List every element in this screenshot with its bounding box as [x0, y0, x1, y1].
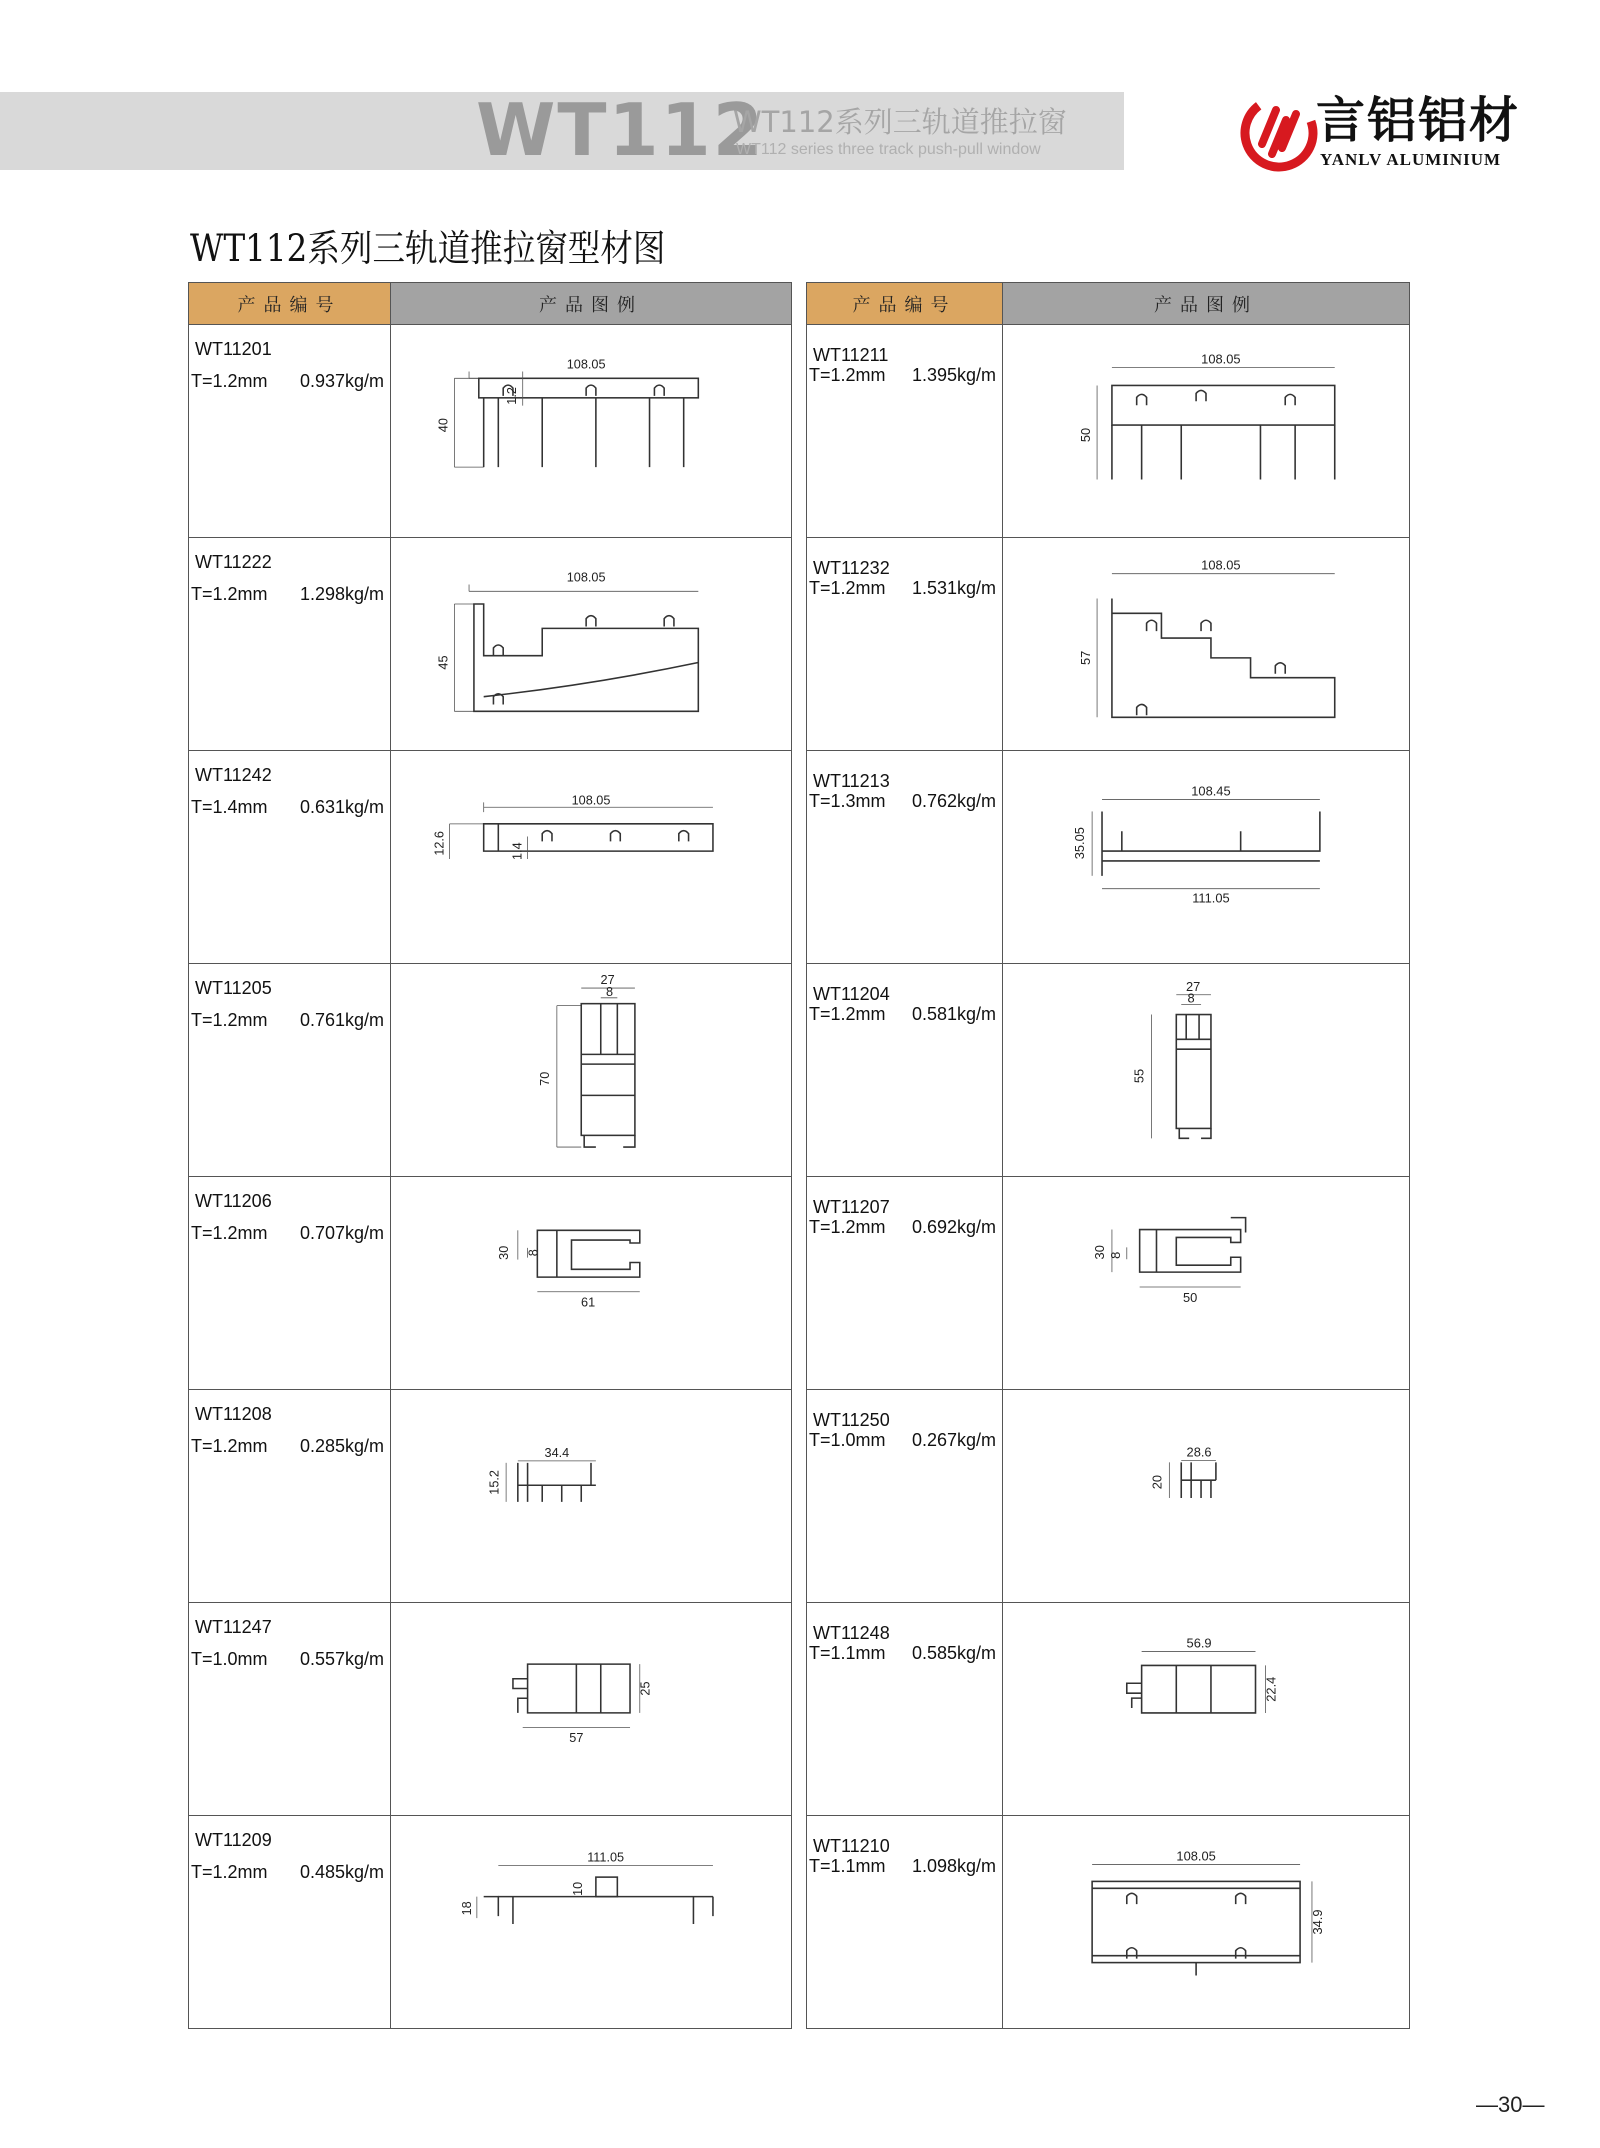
thickness: T=1.2mm: [809, 578, 886, 598]
product-code: WT11247: [195, 1617, 272, 1637]
dimension-label: 108.05: [571, 793, 611, 808]
product-code: WT11204: [813, 984, 890, 1004]
dimension-label: 25: [638, 1681, 653, 1696]
thickness: T=1.1mm: [809, 1856, 886, 1876]
dimension-label: 111.05: [1192, 890, 1230, 906]
table-row: [189, 1390, 792, 1603]
weight: 0.267kg/m: [912, 1430, 997, 1450]
table-row: [189, 964, 792, 1177]
thickness: T=1.0mm: [809, 1430, 886, 1450]
product-code-cell: [189, 1390, 391, 1603]
profile-drawing-cell: [1003, 964, 1410, 1177]
yanlv-logo-icon: [1238, 92, 1320, 174]
table-row: [807, 1177, 1410, 1390]
dimension-label: 40: [436, 418, 451, 433]
dimension-label: 28.6: [1186, 1444, 1212, 1460]
dimension-label: 1.4: [510, 842, 525, 860]
series-title-en: WT112 series three track push-pull window: [736, 141, 1041, 158]
table-row: [189, 1816, 792, 2029]
col-header-image: 产品图例: [391, 283, 792, 325]
weight: 0.285kg/m: [300, 1436, 385, 1456]
profile-drawing: [391, 1603, 791, 1815]
product-code-cell: [807, 538, 1003, 751]
series-code: WT112: [476, 88, 765, 172]
table-row: [807, 964, 1410, 1177]
profile-drawing-cell: [391, 751, 792, 964]
profile-drawing: [391, 1177, 791, 1389]
product-code-cell: [807, 1177, 1003, 1390]
page-title: WT112系列三轨道推拉窗型材图: [190, 227, 666, 270]
dimension-label: 1.2: [504, 387, 519, 405]
dimension-label: 108.05: [566, 357, 606, 372]
profile-drawing-cell: [391, 1390, 792, 1603]
table-row: [807, 1390, 1410, 1603]
dimension-label: 34.9: [1309, 1909, 1325, 1935]
dimension-label: 50: [1078, 427, 1094, 443]
product-code-cell: [807, 1816, 1003, 2029]
brand-name-cn: 言铝铝材: [1316, 92, 1521, 149]
table-row: [807, 1603, 1410, 1816]
product-code-cell: [189, 1177, 391, 1390]
profile-drawing-cell: [391, 325, 792, 538]
profile-drawing: [1003, 1177, 1409, 1389]
dimension-label: 70: [538, 1071, 553, 1086]
profile-drawing: [1003, 1390, 1409, 1602]
table-row: [807, 538, 1410, 751]
dimension-label: 20: [1149, 1474, 1165, 1490]
profile-table-left: [188, 282, 792, 2029]
dimension-label: 57: [1078, 650, 1094, 666]
profile-drawing: [1003, 1816, 1409, 2028]
profile-drawing: [391, 1816, 791, 2028]
thickness: T=1.2mm: [809, 365, 886, 385]
thickness: T=1.4mm: [191, 797, 268, 817]
profile-drawing: [391, 751, 791, 963]
profile-drawing: [1003, 1603, 1409, 1815]
thickness: T=1.2mm: [191, 584, 268, 604]
weight: 0.631kg/m: [300, 797, 385, 817]
dimension-label: 57: [569, 1731, 584, 1746]
weight: 1.298kg/m: [300, 584, 385, 604]
product-code-cell: [807, 325, 1003, 538]
profile-drawing: [1003, 325, 1409, 537]
weight: 1.395kg/m: [912, 365, 997, 385]
product-code: WT11210: [813, 1836, 890, 1856]
product-code: WT11242: [195, 765, 272, 785]
product-code: WT11207: [813, 1197, 890, 1217]
profile-drawing-cell: [391, 1177, 792, 1390]
dimension-label: 30: [1092, 1245, 1108, 1260]
dimension-label: 50: [1182, 1289, 1198, 1305]
profile-drawing-cell: [1003, 1603, 1410, 1816]
table-row: [807, 325, 1410, 538]
dimension-label: 22.4: [1263, 1676, 1279, 1702]
dimension-label: 30: [497, 1245, 512, 1260]
dimension-label: 108.05: [1176, 1848, 1216, 1864]
product-code-cell: [189, 1603, 391, 1816]
product-code-cell: [189, 538, 391, 751]
product-code-cell: [189, 964, 391, 1177]
thickness: T=1.2mm: [191, 1223, 268, 1243]
product-code-cell: [807, 964, 1003, 1177]
profile-drawing: [391, 538, 791, 750]
profile-drawing-cell: [391, 538, 792, 751]
table-row: [189, 1603, 792, 1816]
dimension-label: 35.05: [1072, 827, 1088, 860]
weight: 1.531kg/m: [912, 578, 997, 598]
weight: 0.557kg/m: [300, 1649, 385, 1669]
profile-drawing-cell: [1003, 538, 1410, 751]
product-code: WT11222: [195, 552, 272, 572]
weight: 0.707kg/m: [300, 1223, 385, 1243]
product-code: WT11208: [195, 1404, 272, 1424]
profile-drawing-cell: [391, 964, 792, 1177]
col-header-code: 产品编号: [807, 283, 1003, 325]
weight: 0.937kg/m: [300, 371, 385, 391]
dimension-label: 18: [460, 1901, 474, 1916]
dimension-label: 108.05: [1201, 557, 1241, 573]
thickness: T=1.2mm: [809, 1217, 886, 1237]
product-code: WT11201: [195, 339, 272, 359]
weight: 0.692kg/m: [912, 1217, 997, 1237]
profile-drawing: [391, 1390, 791, 1602]
brand-name-en: YANLV ALUMINIUM: [1320, 150, 1502, 169]
profile-drawing-cell: [1003, 1390, 1410, 1603]
dimension-label: 61: [581, 1295, 596, 1310]
table-row: [807, 1816, 1410, 2029]
dimension-label: 12.6: [432, 831, 447, 856]
product-code-cell: [189, 325, 391, 538]
dimension-label: 56.9: [1186, 1635, 1212, 1651]
dimension-label: 8: [1107, 1251, 1123, 1259]
profile-drawing-cell: [1003, 751, 1410, 964]
table-row: [189, 1177, 792, 1390]
table-row: [189, 325, 792, 538]
thickness: T=1.0mm: [191, 1649, 268, 1669]
profile-drawing: [1003, 538, 1409, 750]
thickness: T=1.2mm: [191, 1010, 268, 1030]
product-code: WT11232: [813, 558, 890, 578]
dimension-label: 10: [571, 1881, 586, 1896]
dimension-label: 111.05: [587, 1850, 625, 1865]
dimension-label: 45: [436, 655, 451, 670]
col-header-code: 产品编号: [189, 283, 391, 325]
table-row: [189, 751, 792, 964]
dimension-label: 55: [1131, 1068, 1147, 1084]
product-code: WT11211: [813, 345, 889, 365]
profile-drawing-cell: [391, 1816, 792, 2029]
dimension-label: 8: [606, 984, 614, 999]
thickness: T=1.3mm: [809, 791, 886, 811]
dimension-label: 34.4: [544, 1445, 570, 1460]
product-code: WT11250: [813, 1410, 890, 1430]
dimension-label: 15.2: [487, 1470, 502, 1495]
thickness: T=1.2mm: [191, 371, 268, 391]
table-row: [807, 751, 1410, 964]
product-code-cell: [189, 751, 391, 964]
product-code: WT11213: [813, 771, 890, 791]
dimension-label: 8: [526, 1249, 541, 1257]
thickness: T=1.1mm: [809, 1643, 886, 1663]
profile-drawing: [1003, 964, 1409, 1176]
product-code: WT11209: [195, 1830, 272, 1850]
profile-drawing: [1003, 751, 1409, 963]
product-code-cell: [807, 1603, 1003, 1816]
product-code-cell: [807, 1390, 1003, 1603]
thickness: T=1.2mm: [191, 1862, 268, 1882]
weight: 0.581kg/m: [912, 1004, 997, 1024]
weight: 1.098kg/m: [912, 1856, 997, 1876]
page-number: —30—: [1476, 2092, 1545, 2117]
dimension-label: 108.05: [1201, 351, 1241, 367]
col-header-image: 产品图例: [1003, 283, 1410, 325]
profile-drawing-cell: [1003, 1177, 1410, 1390]
weight: 0.485kg/m: [300, 1862, 385, 1882]
product-code: WT11206: [195, 1191, 272, 1211]
weight: 0.585kg/m: [912, 1643, 997, 1663]
product-code: WT11205: [195, 978, 272, 998]
thickness: T=1.2mm: [191, 1436, 268, 1456]
product-code-cell: [807, 751, 1003, 964]
product-code: WT11248: [813, 1623, 890, 1643]
profile-drawing-cell: [1003, 1816, 1410, 2029]
thickness: T=1.2mm: [809, 1004, 886, 1024]
profile-table-right: [806, 282, 1410, 2029]
series-title-cn: WT112系列三轨道推拉窗: [733, 105, 1067, 139]
weight: 0.761kg/m: [300, 1010, 385, 1030]
dimension-label: 27: [1185, 978, 1201, 994]
profile-drawing: [391, 325, 791, 537]
profile-drawing: [391, 964, 791, 1176]
dimension-label: 108.05: [566, 570, 606, 585]
profile-drawing-cell: [391, 1603, 792, 1816]
product-code-cell: [189, 1816, 391, 2029]
weight: 0.762kg/m: [912, 791, 997, 811]
dimension-label: 8: [1187, 990, 1195, 1006]
dimension-label: 108.45: [1191, 783, 1231, 799]
profile-drawing-cell: [1003, 325, 1410, 538]
dimension-label: 27: [600, 973, 615, 988]
table-row: [189, 538, 792, 751]
